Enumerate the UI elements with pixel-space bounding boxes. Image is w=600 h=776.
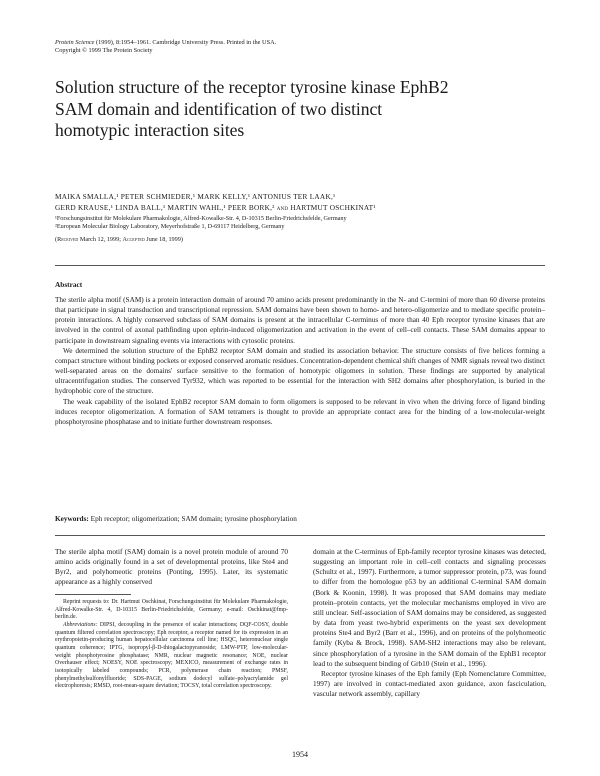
- journal-citation: (1999), 8:1954–1961. Cambridge University Press. Printed in the USA.: [94, 39, 277, 46]
- journal-header: [55, 39, 555, 54]
- affiliation-2: ²European Molecular Biology Laboratory, Meyerhofstraße 1, D-69117 Heidelberg, Germany: [55, 223, 285, 231]
- abstract-body: [55, 295, 545, 427]
- keywords: [55, 515, 545, 524]
- abstract-paragraph-2: We determined the solution structure of the EphB2 receptor SAM domain and studied its association behavior. The structure consists of five helices forming a compact structure without binding pockets or exposed conserved aromatic residues. Concentration-dependent chemical shift changes of NMR signals reveal two distinct well-separated areas on the domains' surface sensitive to the formation of homotypic oligomers in solution. These findings are supported by analytical ultracentrifugation studies. The conserved Tyr932, which was reported to be essential for the interaction with SH2 domains after phosphorylation, is buried in the hydrophobic core of the structure.: [55, 346, 545, 396]
- affiliations: [55, 215, 555, 231]
- title-line-2: SAM domain and identification of two distinct: [55, 98, 383, 119]
- journal-copyright: Copyright © 1999 The Protein Society: [55, 46, 153, 54]
- accepted-label: Accepted: [122, 236, 145, 243]
- title-line-3: homotypic interaction sites: [55, 120, 245, 140]
- body-paragraph-left: The sterile alpha motif (SAM) domain is a novel protein module of around 70 amino acids originally found in a set of developmental proteins, like Ste4 and Byr2, and polyhomeotic proteins (Ponting, 1995). Later, its systematic appearance as a highly conserved: [55, 548, 288, 587]
- affiliation-1: ¹Forschungsinstitut für Molekulare Pharmakologie, Alfred-Kowalke-Str. 4, D-10315 Berlin-Friedrichsfelde, Germany: [55, 215, 347, 222]
- article-title: [55, 77, 555, 142]
- title-line-1: Solution structure of the receptor tyrosine kinase EphB2: [55, 77, 449, 97]
- footnote-rule: [55, 594, 131, 595]
- journal-citation-line: [55, 39, 555, 47]
- header-divider: [55, 265, 545, 266]
- keywords-text: Eph receptor; oligomerization; SAM domain; tyrosine phosphorylation: [88, 515, 297, 523]
- body-column-left: [55, 547, 288, 588]
- author-line-2-names: GERD KRAUSE,¹ LINDA BALL,¹ MARTIN WAHL,¹ PEER BORK,²: [55, 203, 275, 213]
- author-list: [55, 191, 555, 214]
- abbreviations-text: DIPSI, decoupling in the presence of scalar interactions; DQF-COSY, double quantum filtered correlation spectroscopy; Eph receptor, a receptor named for its expression in an erythropoietin-producing human hepatocellular carcinoma cell line; HSQC, heteronuclear single quantum coherence; IPTG, isopropyl-β-D-thiogalactopyranoside; LMW-PTP, low-molecular-weight phosphotyrosine phosphatase; NMR, nuclear magnetic resonance; NOE, nuclear Overhauser effect; NOESY, NOE spectroscopy; MEXICO, measurement of exchange rates in isotopically labeled compounds; PCR, polymerase chain reaction; PMSF, phenylmethylsulfonylfluoride; SDS-PAGE, sodium dodecyl sulfate–polyacrylamide gel electrophoresis; RMSD, root-mean-square deviation; TOCSY, total correlation spectroscopy.: [55, 621, 288, 690]
- abbreviations-footnote: [55, 622, 288, 691]
- abstract-paragraph-3: The weak capability of the isolated EphB2 receptor SAM domain to form oligomers is supposed to be relevant in vivo when the driving force of ligand binding induces receptor oligomerization. A formation of SAM tetramers is thought to provide an appropriate contact area for the binding of a low-molecular-weight phosphotyrosine phosphatase and to initiate further downstream responses.: [55, 397, 545, 426]
- received-accepted-dates: (Received March 12, 1999; Accepted June 18, 1999): [55, 236, 183, 243]
- author-line-2-last: HARTMUT OSCHKINAT¹: [290, 203, 376, 213]
- reprint-footnote: Reprint requests to: Dr. Hartmut Oschkinat, Forschungsinstitut für Molekulare Pharmakologie, Alfred-Kowalke-Str. 4, D-10315 Berlin-Friedrichsfelde, Germany; e-mail: Oschkinat@fmp-berlin.de.: [55, 599, 288, 621]
- abstract-paragraph-1: The sterile alpha motif (SAM) is a protein interaction domain of around 70 amino acids present predominantly in the N- and C-termini of more than 60 diverse proteins that participate in signal transduction and transcriptional repression. SAM domains have been shown to homo- and hetero-oligomerize and to mediate specific protein–protein interactions. A highly conserved subclass of SAM domains is present at the intracellular C-terminus of more than 40 Eph receptor tyrosine kinases that are involved in the control of axonal pathfinding upon ephrin-induced oligomerization and activation in the event of cell–cell contacts. These SAM domains appear to participate in downstream signaling events via interactions with cytosolic proteins.: [55, 296, 545, 345]
- page-number: 1954: [292, 750, 308, 759]
- author-line-2: [55, 202, 555, 213]
- body-paragraph-right-2: Receptor tyrosine kinases of the Eph family (Eph Nomenclature Committee, 1997) are involved in contact-mediated axon guidance, axon fasciculation, vascular network assembly, capillary: [313, 669, 546, 699]
- received-date: March 12, 1999;: [78, 236, 123, 243]
- author-line-1: MAIKA SMALLA,¹ PETER SCHMIEDER,¹ MARK KELLY,¹ ANTONIUS TER LAAK,¹: [55, 192, 336, 201]
- abstract-divider: [55, 535, 545, 536]
- keywords-label: Keywords:: [55, 515, 89, 523]
- journal-name: Protein Science: [55, 39, 95, 46]
- accepted-date: June 18, 1999): [144, 236, 183, 243]
- author-and-word: and: [274, 203, 291, 213]
- footnotes: [55, 599, 288, 691]
- body-column-right: [313, 547, 546, 699]
- received-label: Received: [57, 236, 79, 243]
- abbreviations-label: Abbreviations:: [63, 621, 98, 628]
- body-paragraph-right-1: domain at the C-terminus of Eph-family receptor tyrosine kinases was detected, suggesting an important role in cell–cell contacts and signaling processes (Schultz et al., 1997). Furthermore, a tumor suppressor protein, p73, was found to differ from the homologue p53 by an additional C-terminal SAM domain (Bork & Koonin, 1998). It was proposed that SAM domains may mediate protein–protein contacts, yet the molecular mechanisms employed in vivo are still unclear. Self-association of SAM domains may be considered, as suggested by data from yeast two-hybrid experiments on the yeast sex development proteins Ste4 and Byr2 (Barr et al., 1996), and on proteins of the polyhomeotic family (Kyba & Brock, 1998). SAM-SH2 interactions may also be relevant, since phosphorylation of a tyrosine in the SAM domain of the EphB1 receptor lead to the subsequent binding of Grb10 (Stein et al., 1996).: [313, 548, 546, 668]
- abstract-heading: Abstract: [55, 280, 83, 289]
